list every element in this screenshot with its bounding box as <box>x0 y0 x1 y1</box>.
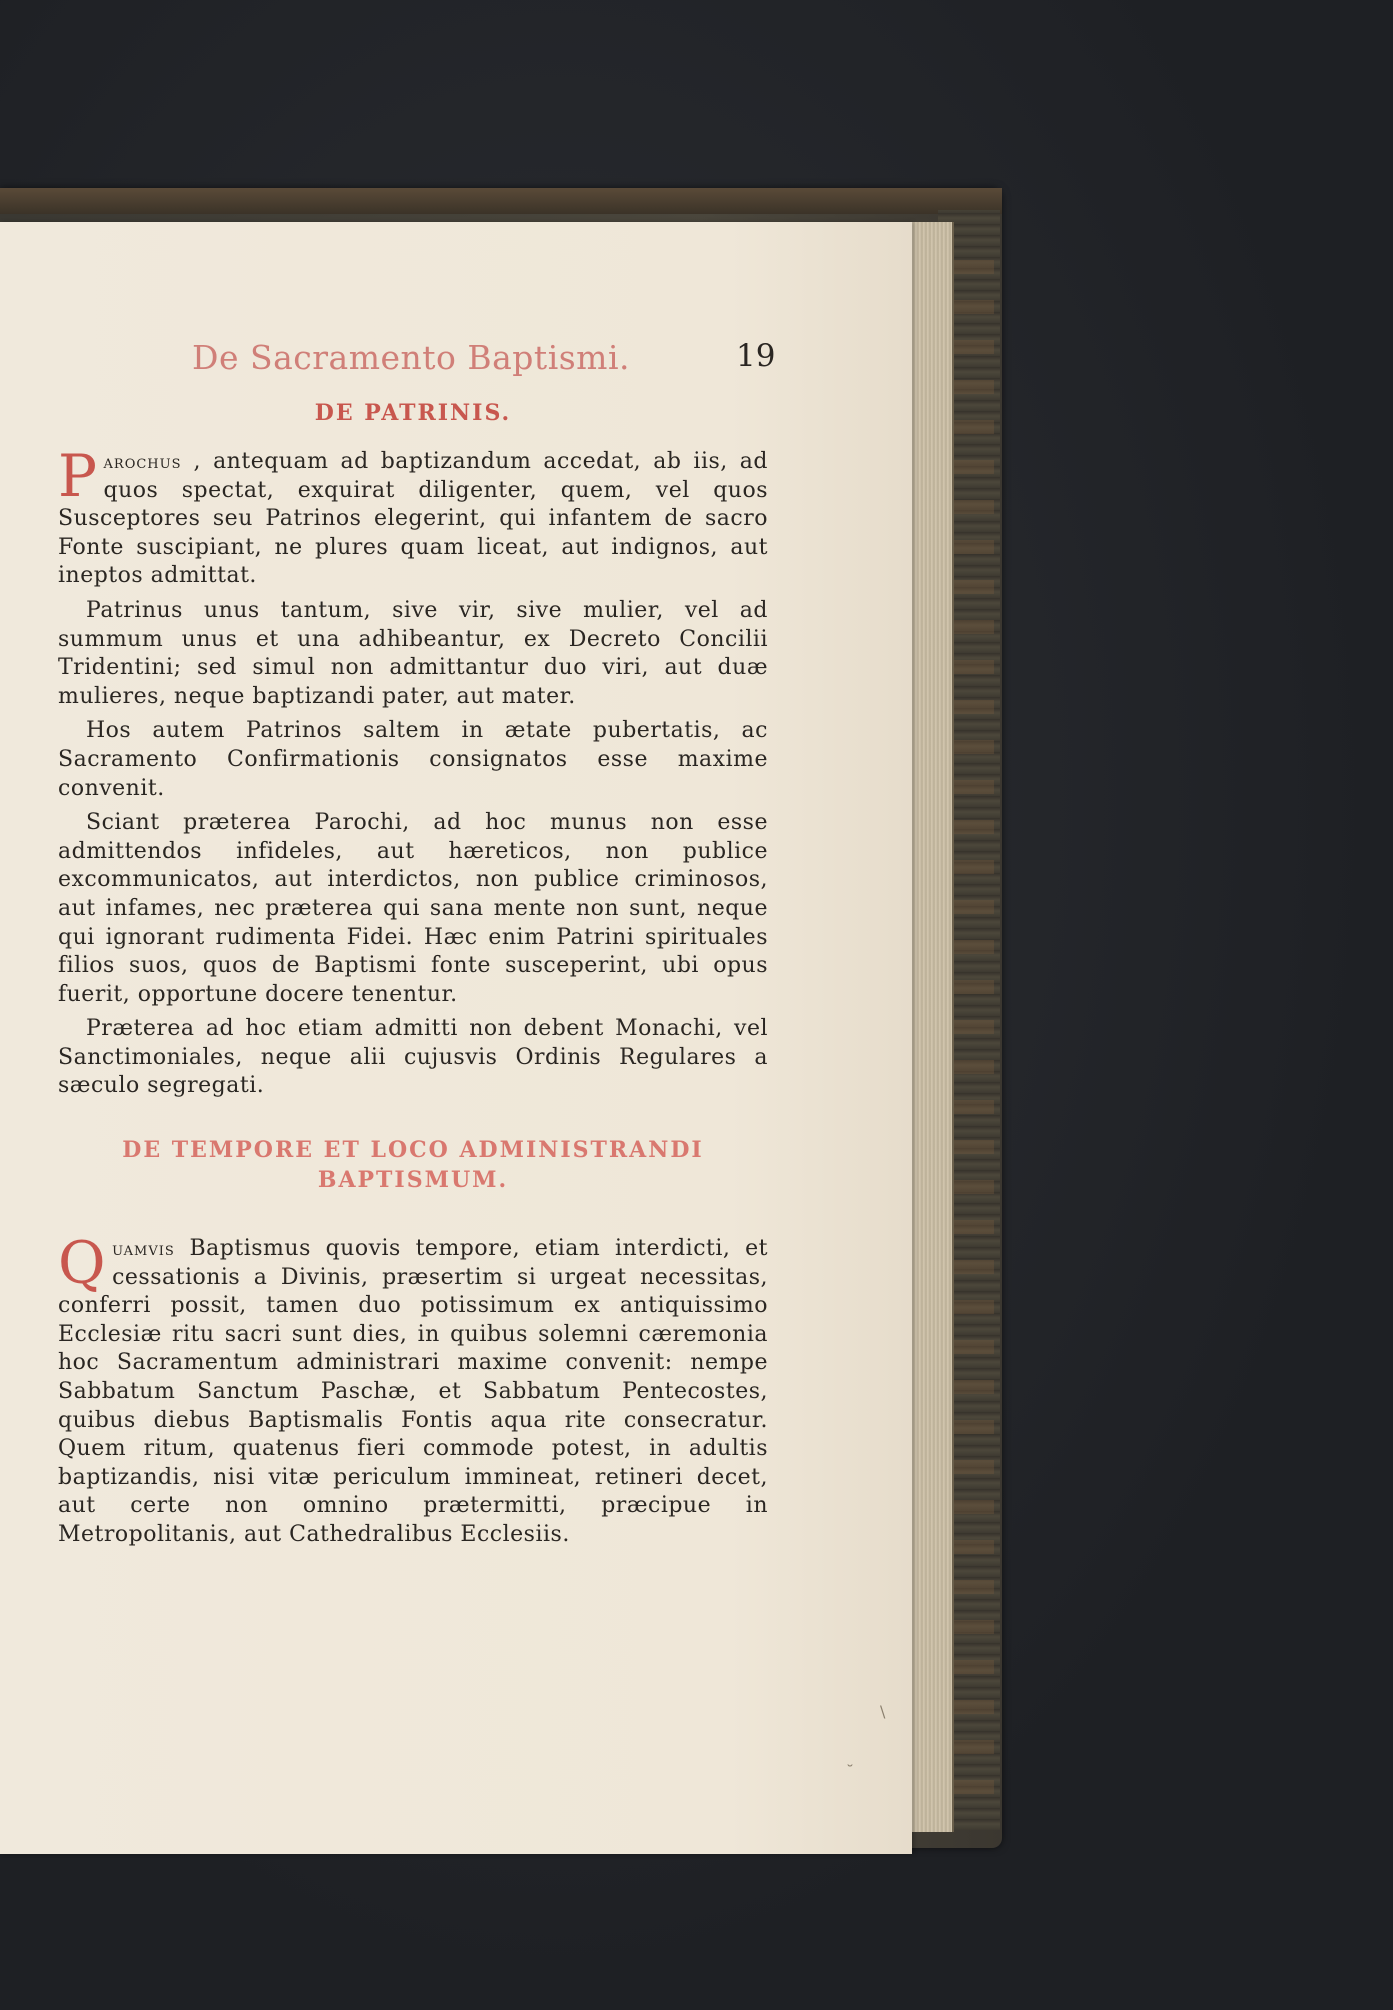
book-cover-top-edge <box>0 188 1002 214</box>
margin-mark: ˘ <box>846 1762 854 1781</box>
section-heading-patrinis: DE PATRINIS. <box>314 400 512 426</box>
paragraph-text: Hos autem Patrinos saltem in ætate pubertatis, ac Sacramento Confirmationis consignatos esse maxime convenit. <box>58 718 768 801</box>
page-content <box>58 332 776 1550</box>
paragraph <box>58 717 768 803</box>
book-page <box>0 222 912 1854</box>
section-heading-tempore <box>58 1135 768 1195</box>
drop-cap: P <box>58 442 98 510</box>
lead-word: uamvis <box>112 1238 175 1261</box>
paragraph-text: Baptismus quovis tempore, etiam interdicti, et cessationis a Divinis, præsertim si urgeat necessitas, conferri possit, tamen duo potissimum ex antiquissimo Ecclesiæ ritu sacri sunt dies, in quibus solemni cæremonia hoc Sacramentum administrari maxime convenit: nempe Sabbatum Sanctum Paschæ, et Sabbatum Pentecostes, quibus diebus Baptismalis Fontis aqua rite consecratur. Quem ritum, quatenus fieri commode potest, in adultis baptizandis, nisi vitæ periculum immineat, retineri decet, aut certe non omnino prætermitti, præcipue in Metropolitanis, aut Cathedralibus Ecclesiis. <box>58 1236 769 1547</box>
leather-wear-texture <box>950 260 994 1820</box>
running-head <box>58 332 776 392</box>
running-head-title: De Sacramento Baptismi. <box>192 338 631 377</box>
paragraph <box>58 442 768 591</box>
drop-cap: Q <box>58 1229 107 1298</box>
paragraph-text: Sciant præterea Parochi, ad hoc munus non esse admittendos infideles, aut hæreticos, non publice excommunicatos, aut interdictos, non publice criminosos, aut infames, nec præterea qui sana mente non sunt, neque qui ignorant rudimenta Fidei. Hæc enim Patrini spirituales filios suos, quos de Baptismi fonte susceperint, ubi opus fuerit, opportune docere tenentur. <box>58 810 768 1007</box>
paragraph-text: , antequam ad baptizandum accedat, ab iis, ad quos spectat, exquirat diligenter, quem, vel quos Susceptores seu Patrinos elegerint, qui infantem de sacro Fonte suscipiant, ne plures quam liceat, aut indignos, aut ineptos admittat. <box>58 449 768 589</box>
paragraph <box>58 1229 769 1550</box>
paragraph-text: Præterea ad hoc etiam admitti non debent Monachi, vel Sanctimoniales, neque alii cujusvis Ordinis Regulares a sæculo segregati. <box>58 1016 768 1099</box>
page-number: 19 <box>736 338 776 374</box>
paragraph <box>58 1015 768 1101</box>
paragraph <box>58 809 768 1009</box>
section-heading-line-1: DE TEMPORE ET LOCO ADMINISTRANDI <box>122 1137 704 1164</box>
paragraph-text: Patrinus unus tantum, sive vir, sive mulier, vel ad summum unus et una adhibeantur, ex Decreto Concilii Tridentini; sed simul non admittantur duo viri, aut duæ mulieres, neque baptizandi pater, aut mater. <box>58 597 768 709</box>
lead-word: arochus <box>103 451 182 473</box>
margin-mark: \ <box>880 1702 886 1721</box>
paragraph <box>58 597 768 711</box>
page-block-edges <box>908 222 954 1832</box>
section-heading-line-2: BAPTISMUM. <box>317 1167 509 1194</box>
